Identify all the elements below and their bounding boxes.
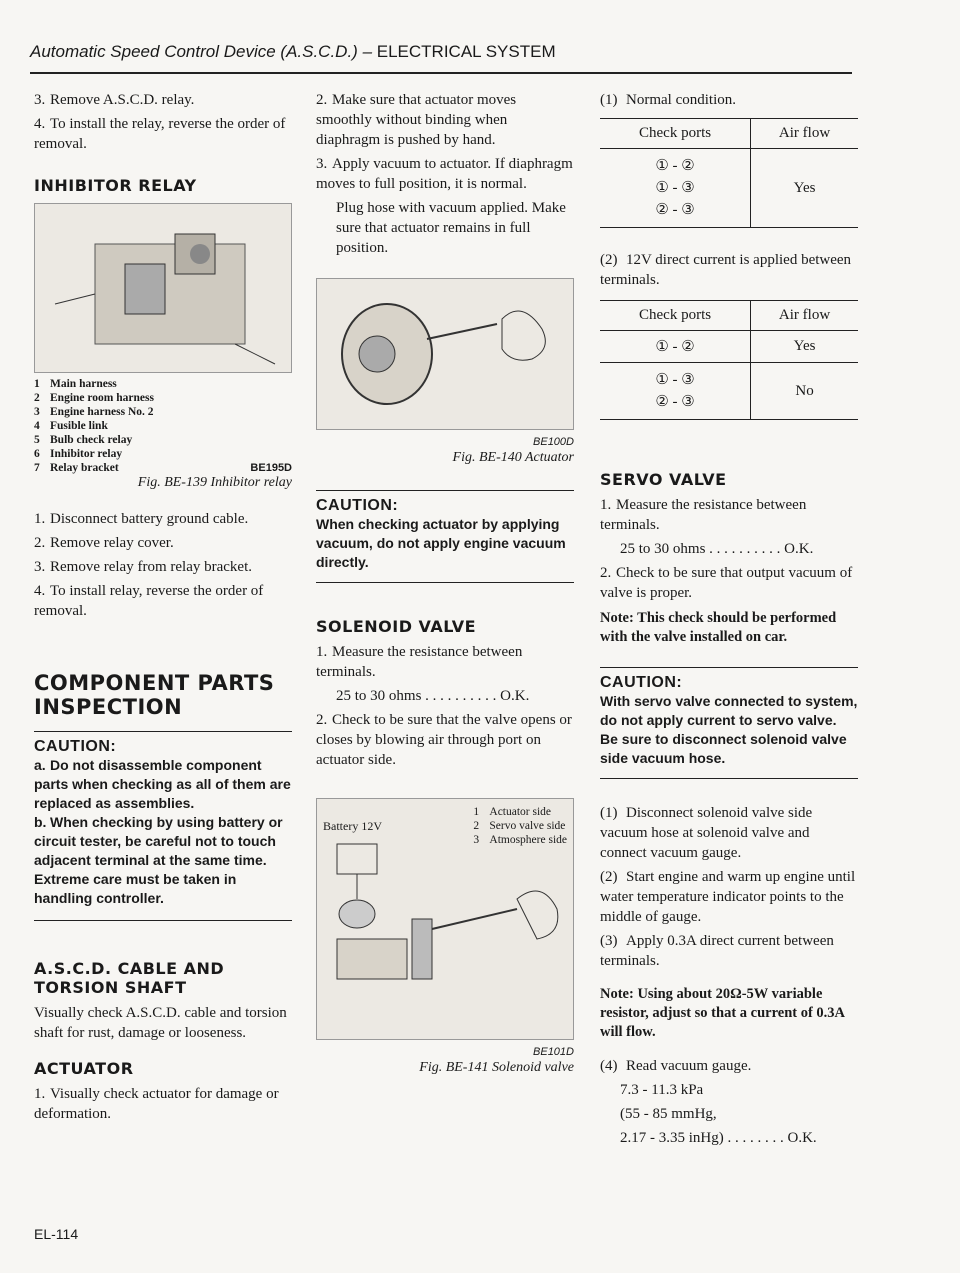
- section-heading: COMPONENT PARTS INSPECTION: [34, 671, 275, 719]
- step: 4. To install relay, reverse the order of removal.: [34, 583, 264, 619]
- header-section: Automatic Speed Control Device (A.S.C.D.) –: [30, 42, 373, 61]
- section-heading: INHIBITOR RELAY: [34, 176, 197, 195]
- step: 1. Measure the resistance between terminals.: [600, 497, 807, 533]
- header-title: ELECTRICAL SYSTEM: [376, 42, 556, 61]
- divider: [600, 419, 858, 420]
- caution-text: When checking actuator by applying vacuum, do not apply engine vacuum directly.: [316, 516, 566, 570]
- table-cell: ② - ③: [655, 394, 695, 410]
- spec: 25 to 30 ohms . . . . . . . . . . O.K.: [336, 688, 530, 704]
- table-header: Check ports: [639, 307, 712, 323]
- step: 3. Remove relay from relay bracket.: [34, 559, 252, 575]
- battery-label: Battery 12V: [323, 819, 382, 833]
- table-cell: ① - ③: [655, 180, 695, 196]
- dc-applied-table: [600, 301, 858, 419]
- note: Note: Using about 20Ω-5W variable resistor, adjust so that a current of 0.3A will flow.: [600, 986, 845, 1040]
- table-header: Air flow: [751, 301, 858, 330]
- step: (2) Start engine and warm up engine until water temperature indicator points to the middle of gauge.: [600, 869, 856, 925]
- section-heading: A.S.C.D. CABLE AND TORSION SHAFT: [34, 959, 225, 997]
- note: Note: This check should be performed with the valve installed on car.: [600, 610, 837, 645]
- figure-caption: Fig. BE-140 Actuator: [452, 450, 574, 465]
- step: (4) Read vacuum gauge.: [600, 1058, 752, 1074]
- figure-caption: Fig. BE-139 Inhibitor relay: [137, 475, 292, 490]
- column-3: [600, 90, 858, 1152]
- step: (2) 12V direct current is applied between terminals.: [600, 252, 852, 288]
- figure-caption: Fig. BE-141 Solenoid valve: [419, 1060, 574, 1075]
- step: 3. Remove A.S.C.D. relay.: [34, 92, 195, 108]
- step: 1. Visually check actuator for damage or deformation.: [34, 1086, 279, 1122]
- figure-legend: 1 Main harness 2 Engine room harness 3 Engine harness No. 2 4 Fusible link 5 Bulb check relay 6 Inhibitor relay 7 Relay bracket BE195D: [34, 378, 292, 474]
- spec: 25 to 30 ohms . . . . . . . . . . O.K.: [620, 541, 814, 557]
- column-1: [34, 90, 292, 1128]
- page-number: EL-114: [34, 1226, 79, 1242]
- divider: [34, 731, 292, 732]
- step: 2. Remove relay cover.: [34, 535, 174, 551]
- inhibitor-relay-figure: [34, 203, 292, 373]
- table-cell: ① - ②: [655, 339, 695, 355]
- divider: [316, 582, 574, 583]
- header-rule: [30, 72, 852, 74]
- section-heading: ACTUATOR: [34, 1059, 134, 1078]
- divider: [316, 490, 574, 491]
- table-header: Check ports: [639, 125, 712, 141]
- step: 3. Apply vacuum to actuator. If diaphragm moves to full position, it is normal.: [316, 156, 573, 192]
- divider: [600, 667, 858, 668]
- table-cell: ① - ②: [655, 158, 695, 174]
- normal-condition-table: [600, 119, 858, 227]
- divider: [600, 778, 858, 779]
- step: (1) Disconnect solenoid valve side vacuum hose at solenoid valve and connect vacuum gauge.: [600, 805, 813, 861]
- section-heading: SOLENOID VALVE: [316, 617, 477, 636]
- solenoid-valve-figure: [316, 798, 574, 1040]
- step: 1. Measure the resistance between terminals.: [316, 644, 523, 680]
- step: 4. To install the relay, reverse the order of removal.: [34, 116, 286, 152]
- step: (3) Apply 0.3A direct current between terminals.: [600, 933, 834, 969]
- gauge-spec: 7.3 - 11.3 kPa (55 - 85 mmHg, 2.17 - 3.35 inHg) . . . . . . . . O.K.: [620, 1082, 817, 1146]
- caution-title: CAUTION:: [316, 497, 399, 514]
- caution-title: CAUTION:: [34, 738, 117, 755]
- figure-legend: 1 Actuator side 2 Servo valve side 3 Atmosphere side: [473, 806, 567, 846]
- step: (1) Normal condition.: [600, 92, 736, 108]
- table-header: Air flow: [751, 119, 858, 148]
- table-cell: No: [751, 363, 858, 419]
- section-heading: SERVO VALVE: [600, 470, 727, 489]
- table-cell: ① - ③: [655, 372, 695, 388]
- step: 1. Disconnect battery ground cable.: [34, 511, 249, 527]
- paragraph: Visually check A.S.C.D. cable and torsion shaft for rust, damage or looseness.: [34, 1005, 287, 1041]
- page-header: [30, 42, 556, 62]
- column-2: [316, 90, 574, 1076]
- table-cell: ② - ③: [655, 202, 695, 218]
- caution-title: CAUTION:: [600, 674, 683, 691]
- caution-text: a. Do not disassemble component parts when checking as all of them are replaced as assemblies.: [34, 757, 291, 811]
- divider: [600, 227, 858, 228]
- actuator-illustration: [317, 279, 573, 429]
- caution-text: b. When checking by using battery or circuit tester, be careful not to touch adjacent terminal at the same time. Extreme care must be taken in handling controller.: [34, 814, 283, 906]
- figure-code: BE101D: [533, 1046, 574, 1058]
- paragraph: Plug hose with vacuum applied. Make sure that actuator remains in full position.: [336, 200, 566, 256]
- step: 2. Check to be sure that output vacuum of valve is proper.: [600, 565, 853, 601]
- step: 2. Check to be sure that the valve opens or closes by blowing air through port on actuator side.: [316, 712, 572, 768]
- caution-text: With servo valve connected to system, do not apply current to servo valve. Be sure to disconnect solenoid valve side vacuum hose.: [600, 693, 858, 766]
- table-cell: Yes: [751, 149, 858, 227]
- table-cell: Yes: [751, 331, 858, 362]
- inhibitor-relay-illustration: [35, 204, 291, 372]
- divider: [34, 920, 292, 921]
- actuator-figure: [316, 278, 574, 430]
- figure-code: BE100D: [533, 436, 574, 448]
- step: 2. Make sure that actuator moves smoothly without binding when diaphragm is pushed by hand.: [316, 92, 517, 148]
